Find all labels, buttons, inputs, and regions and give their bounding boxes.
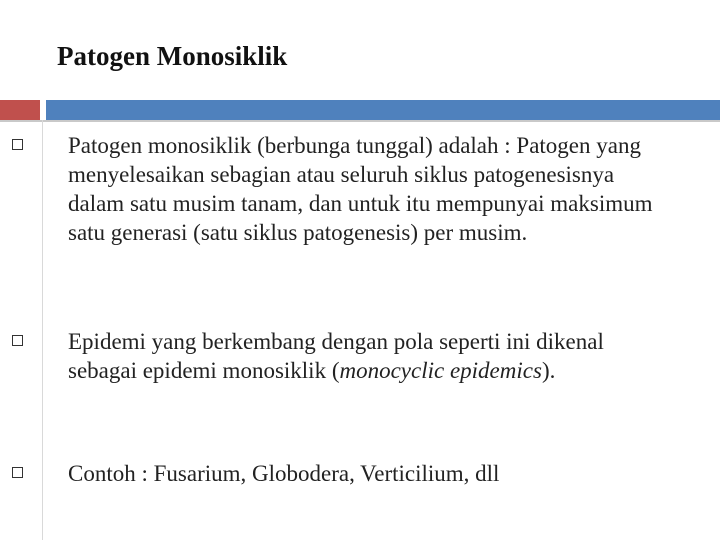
bullet-item xyxy=(68,131,668,247)
bullet-item xyxy=(68,459,668,488)
bullet-item xyxy=(68,327,668,385)
bullet-text: Epidemi yang berkembang dengan pola seperti ini dikenal sebagai epidemi monosiklik ( xyxy=(68,329,604,383)
bullet-text: Patogen monosiklik (berbunga tunggal) adalah : Patogen yang menyelesaikan sebagian atau seluruh siklus patogenesisnya dalam satu musim tanam, dan untuk itu mempunyai maksimum satu generasi (satu siklus patogenesis) per musim. xyxy=(68,133,653,245)
square-bullet-icon xyxy=(12,467,23,478)
square-bullet-icon xyxy=(12,335,23,346)
bullet-text-end: ). xyxy=(541,358,556,383)
bullet-text: Contoh : Fusarium, Globodera, Verticilium, dll xyxy=(68,461,500,486)
slide-title: Patogen Monosiklik xyxy=(57,41,288,71)
square-bullet-icon xyxy=(12,139,23,150)
bullet-text-italic: monocyclic epidemics xyxy=(339,358,542,383)
